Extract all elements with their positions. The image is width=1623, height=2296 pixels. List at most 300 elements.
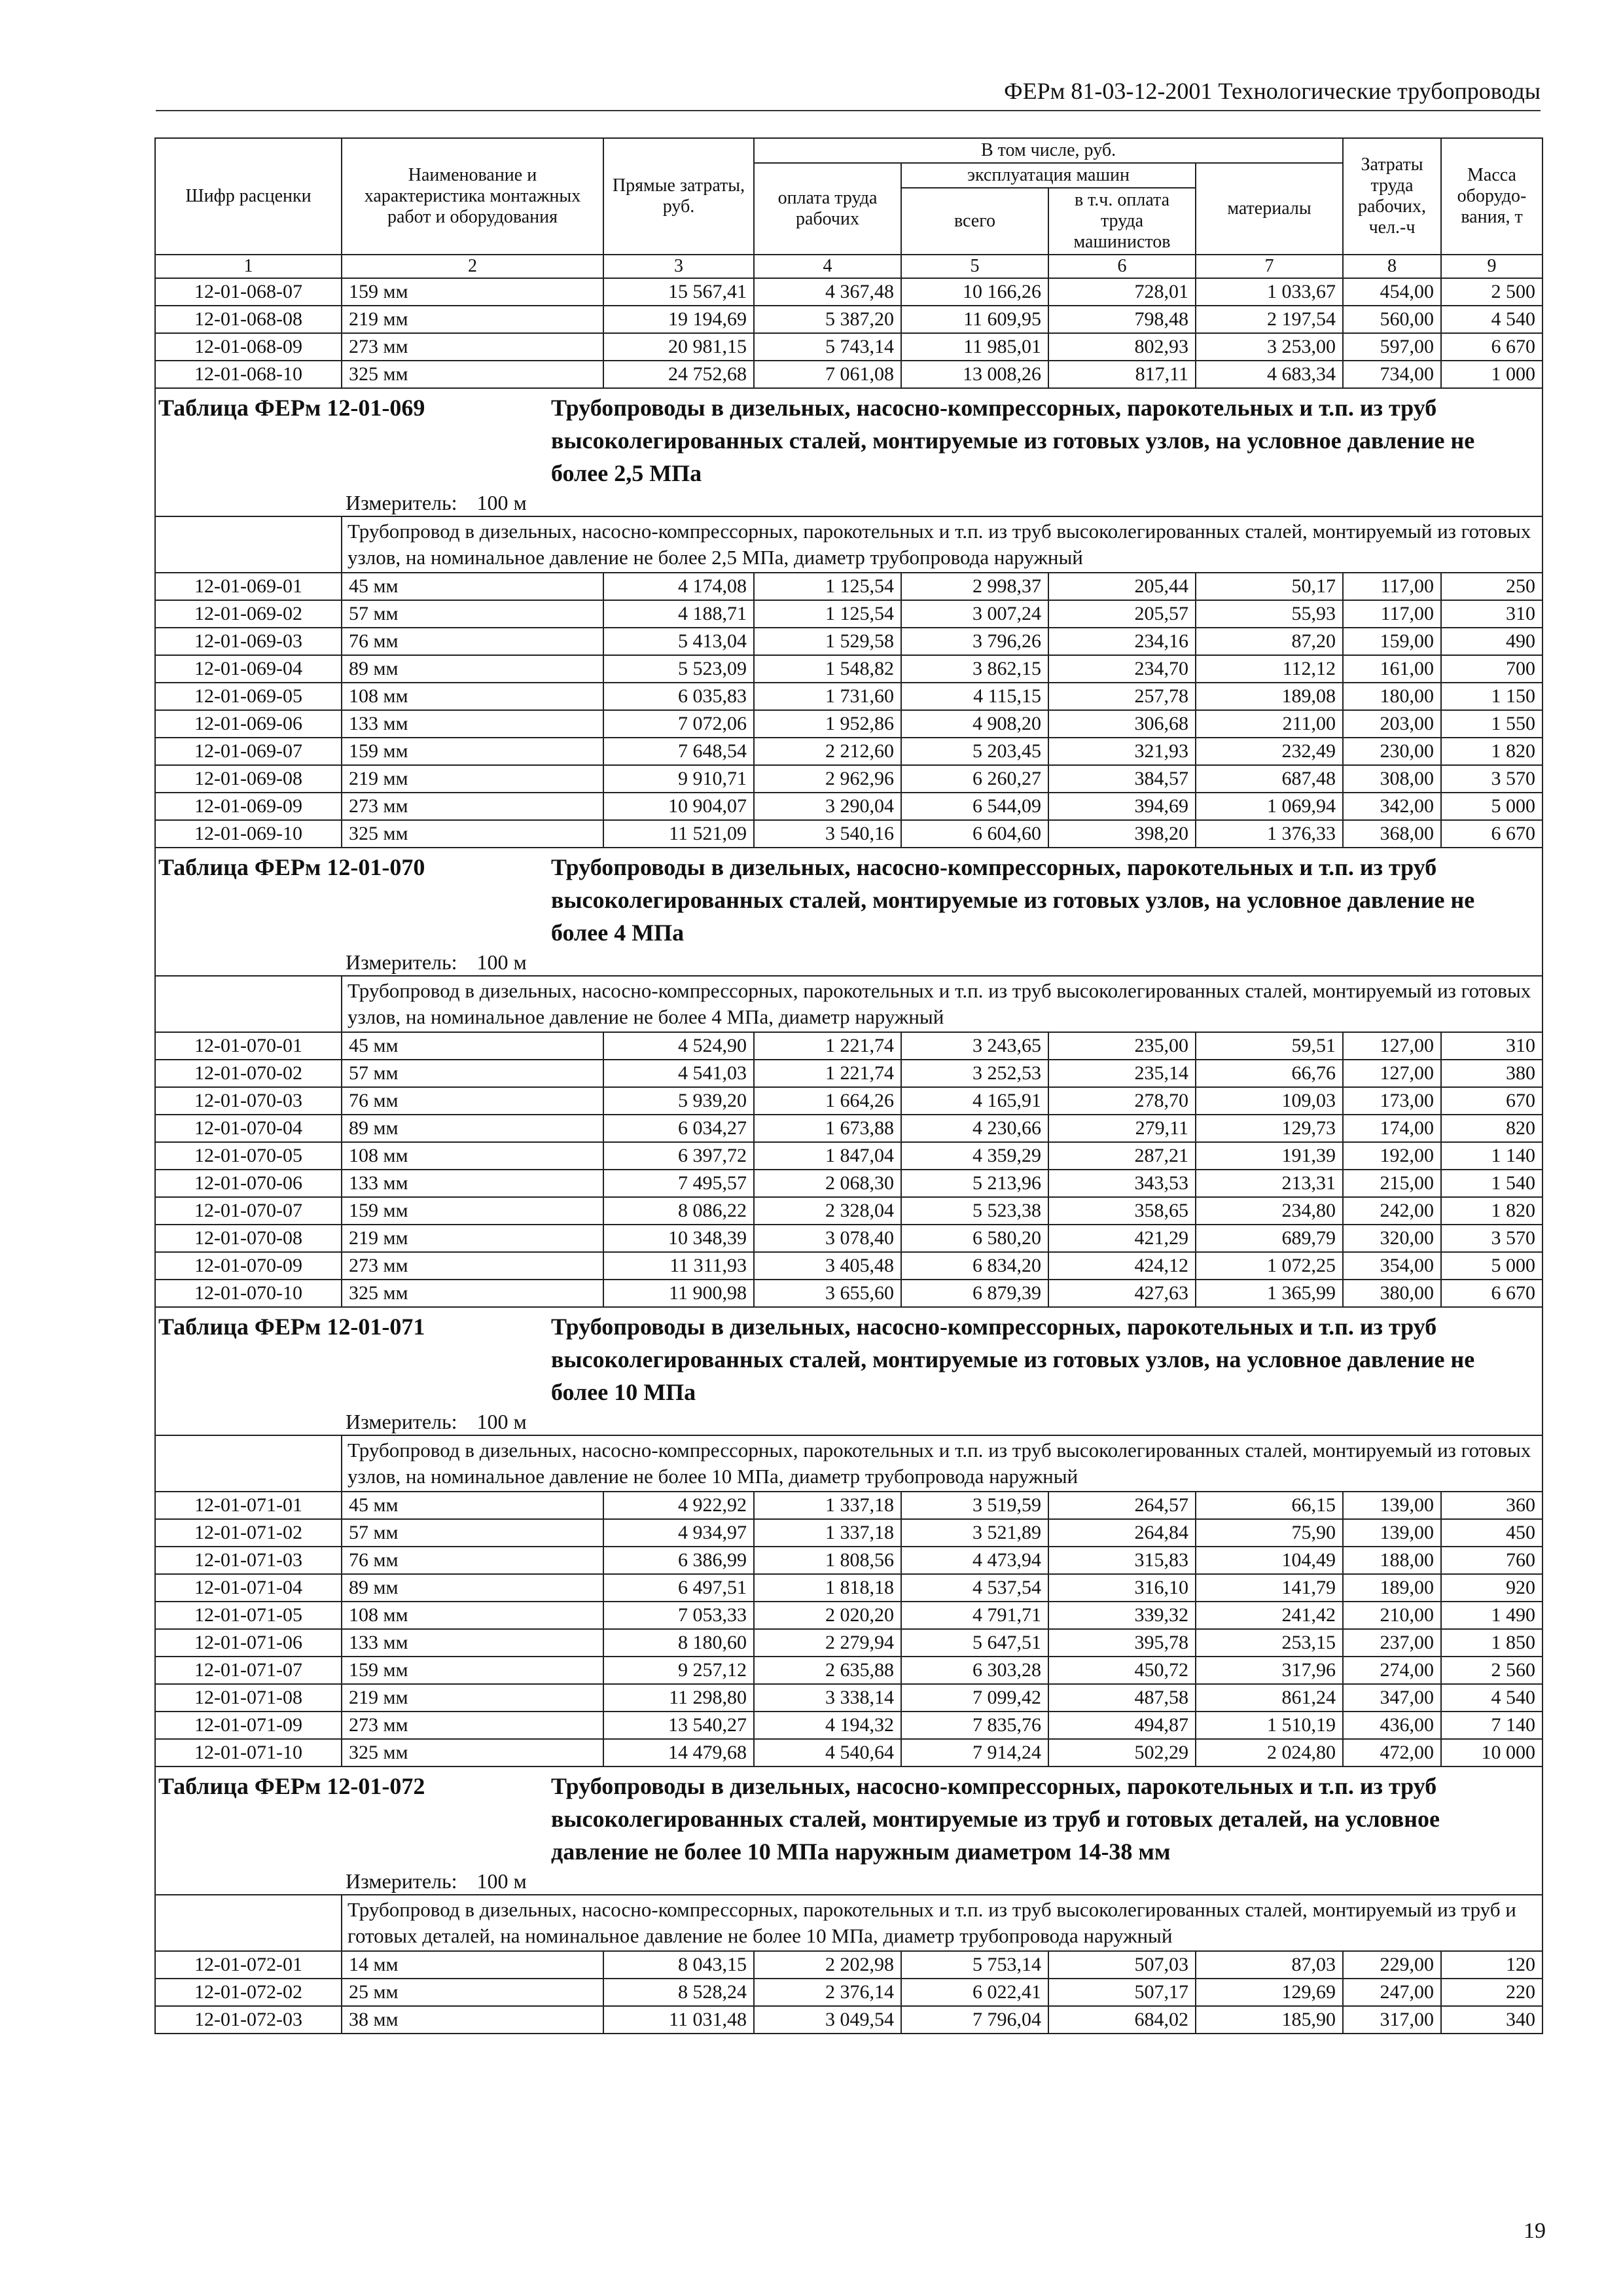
direct-cost-cell: 20 981,15 [603,333,754,361]
materials-cost-cell: 2 024,80 [1196,1739,1343,1767]
machines-total-cell: 3 007,24 [901,600,1048,628]
materials-cost-cell: 232,49 [1196,738,1343,765]
column-number: 8 [1343,255,1441,278]
direct-cost-cell: 11 298,80 [603,1684,754,1712]
labor-pay-cell: 1 529,58 [754,628,901,655]
machinists-pay-cell: 450,72 [1048,1657,1196,1684]
diameter-cell: 45 мм [342,1492,603,1519]
labor-pay-cell: 1 125,54 [754,600,901,628]
diameter-cell: 76 мм [342,1087,603,1115]
description-row [155,976,1543,1032]
work-description: Трубопровод в дизельных, насосно-компрессорных, парокотельных и т.п. из труб высоколегированных сталей, монтируемый из труб и готовых деталей, на номинальное давление не более 10 МПа, диаметр трубопровода наружный [342,1895,1543,1951]
rate-code-cell: 12-01-070-09 [155,1252,342,1280]
col-header-labor: Затраты труда рабочих, чел.-ч [1343,138,1441,255]
table-row [155,2006,1543,2034]
direct-cost-cell: 4 922,92 [603,1492,754,1519]
table-heading: Трубопроводы в дизельных, насосно-компрессорных, парокотельных и т.п. из труб высоколегированных сталей, монтируемые из готовых узлов, на условное давление не более 4 МПа [551,854,1475,946]
rate-code-cell: 12-01-072-02 [155,1979,342,2006]
table-row [155,1492,1543,1519]
description-row [155,1895,1543,1951]
measure-unit [156,490,1542,516]
rate-code-cell: 12-01-070-06 [155,1170,342,1197]
machines-total-cell: 11 609,95 [901,306,1048,333]
table-heading: Трубопроводы в дизельных, насосно-компрессорных, парокотельных и т.п. из труб высоколегированных сталей, монтируемые из готовых узлов, на условное давление не более 10 МПа [551,1314,1475,1405]
machinists-pay-cell: 321,93 [1048,738,1196,765]
column-number: 3 [603,255,754,278]
labor-pay-cell: 1 337,18 [754,1492,901,1519]
materials-cost-cell: 191,39 [1196,1142,1343,1170]
direct-cost-cell: 6 397,72 [603,1142,754,1170]
table-title [156,1308,1542,1408]
materials-cost-cell: 2 197,54 [1196,306,1343,333]
diameter-cell: 273 мм [342,793,603,820]
direct-cost-cell: 14 479,68 [603,1739,754,1767]
description-row [155,516,1543,573]
equipment-mass-cell: 6 670 [1441,820,1543,848]
table-row [155,361,1543,388]
machinists-pay-cell: 384,57 [1048,765,1196,793]
table-row [155,1684,1543,1712]
labor-pay-cell: 3 290,04 [754,793,901,820]
direct-cost-cell: 11 521,09 [603,820,754,848]
col-header-name: Наименование и характеристика монтажных работ и оборудования [342,138,603,255]
materials-cost-cell: 104,49 [1196,1547,1343,1574]
diameter-cell: 57 мм [342,1519,603,1547]
labor-pay-cell: 3 078,40 [754,1225,901,1252]
machines-total-cell: 7 099,42 [901,1684,1048,1712]
table-row [155,573,1543,600]
direct-cost-cell: 9 257,12 [603,1657,754,1684]
machinists-pay-cell: 235,00 [1048,1032,1196,1060]
materials-cost-cell: 129,69 [1196,1979,1343,2006]
description-spacer [155,1895,342,1951]
equipment-mass-cell: 6 670 [1441,1280,1543,1307]
direct-cost-cell: 15 567,41 [603,278,754,306]
equipment-mass-cell: 670 [1441,1087,1543,1115]
materials-cost-cell: 112,12 [1196,655,1343,683]
materials-cost-cell: 66,15 [1196,1492,1343,1519]
labor-hours-cell: 320,00 [1343,1225,1441,1252]
machines-total-cell: 4 359,29 [901,1142,1048,1170]
rate-code-cell: 12-01-070-07 [155,1197,342,1225]
rate-code-cell: 12-01-071-07 [155,1657,342,1684]
work-description: Трубопровод в дизельных, насосно-компрессорных, парокотельных и т.п. из труб высоколегированных сталей, монтируемый из готовых узлов, на номинальное давление не более 4 МПа, диаметр наружный [342,976,1543,1032]
direct-cost-cell: 10 348,39 [603,1225,754,1252]
rate-code-cell: 12-01-071-08 [155,1684,342,1712]
col-header-including: В том числе, руб. [754,138,1343,163]
labor-hours-cell: 203,00 [1343,710,1441,738]
materials-cost-cell: 317,96 [1196,1657,1343,1684]
direct-cost-cell: 10 904,07 [603,793,754,820]
col-header-direct: Прямые затраты, руб. [603,138,754,255]
labor-hours-cell: 354,00 [1343,1252,1441,1280]
machinists-pay-cell: 264,57 [1048,1492,1196,1519]
direct-cost-cell: 4 188,71 [603,600,754,628]
direct-cost-cell: 7 053,33 [603,1602,754,1629]
labor-pay-cell: 4 367,48 [754,278,901,306]
table-heading: Трубопроводы в дизельных, насосно-компрессорных, парокотельных и т.п. из труб высоколегированных сталей, монтируемые из готовых узлов, на условное давление не более 2,5 МПа [551,395,1475,486]
labor-pay-cell: 3 049,54 [754,2006,901,2034]
rate-code-cell: 12-01-070-03 [155,1087,342,1115]
machines-total-cell: 6 022,41 [901,1979,1048,2006]
diameter-cell: 273 мм [342,333,603,361]
machines-total-cell: 6 260,27 [901,765,1048,793]
labor-hours-cell: 342,00 [1343,793,1441,820]
labor-hours-cell: 117,00 [1343,600,1441,628]
direct-cost-cell: 8 180,60 [603,1629,754,1657]
table-title [156,389,1542,490]
table-row [155,1060,1543,1087]
machinists-pay-cell: 487,58 [1048,1684,1196,1712]
table-row [155,1087,1543,1115]
equipment-mass-cell: 310 [1441,600,1543,628]
col-header-code: Шифр расценки [155,138,342,255]
rate-code-cell: 12-01-071-06 [155,1629,342,1657]
labor-hours-cell: 215,00 [1343,1170,1441,1197]
diameter-cell: 325 мм [342,1739,603,1767]
machines-total-cell: 6 879,39 [901,1280,1048,1307]
diameter-cell: 325 мм [342,361,603,388]
table-label: Таблица ФЕРм 12-01-070 [158,854,425,880]
direct-cost-cell: 11 031,48 [603,2006,754,2034]
column-number: 1 [155,255,342,278]
materials-cost-cell: 141,79 [1196,1574,1343,1602]
labor-hours-cell: 597,00 [1343,333,1441,361]
equipment-mass-cell: 920 [1441,1574,1543,1602]
materials-cost-cell: 109,03 [1196,1087,1343,1115]
labor-pay-cell: 1 221,74 [754,1060,901,1087]
equipment-mass-cell: 10 000 [1441,1739,1543,1767]
column-number: 4 [754,255,901,278]
labor-pay-cell: 1 221,74 [754,1032,901,1060]
labor-pay-cell: 4 194,32 [754,1712,901,1739]
table-row [155,1602,1543,1629]
machinists-pay-cell: 427,63 [1048,1280,1196,1307]
labor-hours-cell: 274,00 [1343,1657,1441,1684]
equipment-mass-cell: 1 540 [1441,1170,1543,1197]
rate-code-cell: 12-01-072-03 [155,2006,342,2034]
direct-cost-cell: 8 086,22 [603,1197,754,1225]
materials-cost-cell: 689,79 [1196,1225,1343,1252]
column-number: 2 [342,255,603,278]
diameter-cell: 273 мм [342,1712,603,1739]
diameter-cell: 325 мм [342,820,603,848]
labor-hours-cell: 188,00 [1343,1547,1441,1574]
diameter-cell: 108 мм [342,683,603,710]
materials-cost-cell: 129,73 [1196,1115,1343,1142]
labor-hours-cell: 380,00 [1343,1280,1441,1307]
table-row [155,278,1543,306]
equipment-mass-cell: 3 570 [1441,1225,1543,1252]
work-description: Трубопровод в дизельных, насосно-компрессорных, парокотельных и т.п. из труб высоколегированных сталей, монтируемый из готовых узлов, на номинальное давление не более 2,5 МПа, диаметр трубопровода наружный [342,516,1543,573]
table-row [155,1225,1543,1252]
machines-total-cell: 5 753,14 [901,1951,1048,1979]
rate-code-cell: 12-01-071-03 [155,1547,342,1574]
machinists-pay-cell: 507,17 [1048,1979,1196,2006]
machinists-pay-cell: 684,02 [1048,2006,1196,2034]
machines-total-cell: 4 537,54 [901,1574,1048,1602]
labor-hours-cell: 180,00 [1343,683,1441,710]
rate-code-cell: 12-01-071-01 [155,1492,342,1519]
direct-cost-cell: 11 900,98 [603,1280,754,1307]
labor-hours-cell: 159,00 [1343,628,1441,655]
machines-total-cell: 5 647,51 [901,1629,1048,1657]
materials-cost-cell: 211,00 [1196,710,1343,738]
labor-pay-cell: 2 328,04 [754,1197,901,1225]
table-title-cell [155,388,1543,516]
labor-pay-cell: 4 540,64 [754,1739,901,1767]
machinists-pay-cell: 394,69 [1048,793,1196,820]
table-row [155,820,1543,848]
materials-cost-cell: 861,24 [1196,1684,1343,1712]
diameter-cell: 108 мм [342,1602,603,1629]
col-header-machinists-pay: в т.ч. оплата труда машинистов [1048,188,1196,255]
col-header-machines: эксплуатация машин [901,163,1196,188]
labor-hours-cell: 229,00 [1343,1951,1441,1979]
table-row [155,1170,1543,1197]
equipment-mass-cell: 380 [1441,1060,1543,1087]
table-body [155,278,1543,2034]
machines-total-cell: 5 213,96 [901,1170,1048,1197]
description-spacer [155,1435,342,1492]
labor-pay-cell: 1 818,18 [754,1574,901,1602]
labor-pay-cell: 1 847,04 [754,1142,901,1170]
machinists-pay-cell: 421,29 [1048,1225,1196,1252]
materials-cost-cell: 1 072,25 [1196,1252,1343,1280]
measure-unit [156,1868,1542,1894]
materials-cost-cell: 66,76 [1196,1060,1343,1087]
table-row [155,1657,1543,1684]
labor-hours-cell: 192,00 [1343,1142,1441,1170]
labor-pay-cell: 2 635,88 [754,1657,901,1684]
machinists-pay-cell: 264,84 [1048,1519,1196,1547]
equipment-mass-cell: 1 550 [1441,710,1543,738]
rate-code-cell: 12-01-069-05 [155,683,342,710]
materials-cost-cell: 75,90 [1196,1519,1343,1547]
equipment-mass-cell: 3 570 [1441,765,1543,793]
measure-label: Измеритель: [346,491,457,514]
labor-pay-cell: 1 731,60 [754,683,901,710]
table-title-cell [155,848,1543,976]
direct-cost-cell: 8 528,24 [603,1979,754,2006]
machines-total-cell: 7 835,76 [901,1712,1048,1739]
table-title-row [155,1767,1543,1895]
table-head [155,138,1543,278]
measure-unit [156,1408,1542,1435]
machinists-pay-cell: 278,70 [1048,1087,1196,1115]
table-row [155,1252,1543,1280]
machines-total-cell: 4 230,66 [901,1115,1048,1142]
direct-cost-cell: 4 524,90 [603,1032,754,1060]
table-row [155,333,1543,361]
materials-cost-cell: 1 510,19 [1196,1712,1343,1739]
labor-hours-cell: 210,00 [1343,1602,1441,1629]
labor-pay-cell: 2 376,14 [754,1979,901,2006]
labor-pay-cell: 5 743,14 [754,333,901,361]
col-header-machines-total: всего [901,188,1048,255]
machinists-pay-cell: 315,83 [1048,1547,1196,1574]
work-description: Трубопровод в дизельных, насосно-компрессорных, парокотельных и т.п. из труб высоколегированных сталей, монтируемый из готовых узлов, на номинальное давление не более 10 МПа, диаметр трубопровода наружный [342,1435,1543,1492]
labor-hours-cell: 189,00 [1343,1574,1441,1602]
rate-code-cell: 12-01-070-04 [155,1115,342,1142]
rate-code-cell: 12-01-070-08 [155,1225,342,1252]
table-row [155,1574,1543,1602]
machinists-pay-cell: 287,21 [1048,1142,1196,1170]
table-row [155,793,1543,820]
diameter-cell: 45 мм [342,1032,603,1060]
machines-total-cell: 4 908,20 [901,710,1048,738]
machinists-pay-cell: 316,10 [1048,1574,1196,1602]
machines-total-cell: 6 580,20 [901,1225,1048,1252]
equipment-mass-cell: 700 [1441,655,1543,683]
labor-pay-cell: 2 068,30 [754,1170,901,1197]
table-row [155,628,1543,655]
labor-hours-cell: 139,00 [1343,1492,1441,1519]
rate-code-cell: 12-01-069-03 [155,628,342,655]
equipment-mass-cell: 5 000 [1441,793,1543,820]
page-header [156,71,1541,111]
machines-total-cell: 13 008,26 [901,361,1048,388]
machines-total-cell: 3 862,15 [901,655,1048,683]
materials-cost-cell: 1 033,67 [1196,278,1343,306]
table-row [155,306,1543,333]
rate-code-cell: 12-01-070-02 [155,1060,342,1087]
materials-cost-cell: 3 253,00 [1196,333,1343,361]
direct-cost-cell: 11 311,93 [603,1252,754,1280]
diameter-cell: 219 мм [342,1684,603,1712]
labor-hours-cell: 734,00 [1343,361,1441,388]
rate-code-cell: 12-01-071-05 [155,1602,342,1629]
labor-hours-cell: 472,00 [1343,1739,1441,1767]
direct-cost-cell: 19 194,69 [603,306,754,333]
description-spacer [155,976,342,1032]
materials-cost-cell: 687,48 [1196,765,1343,793]
machines-total-cell: 6 303,28 [901,1657,1048,1684]
equipment-mass-cell: 1 150 [1441,683,1543,710]
direct-cost-cell: 9 910,71 [603,765,754,793]
labor-hours-cell: 308,00 [1343,765,1441,793]
labor-pay-cell: 1 673,88 [754,1115,901,1142]
table-row [155,683,1543,710]
diameter-cell: 76 мм [342,628,603,655]
machines-total-cell: 7 914,24 [901,1739,1048,1767]
equipment-mass-cell: 6 670 [1441,333,1543,361]
labor-pay-cell: 2 962,96 [754,765,901,793]
machines-total-cell: 5 203,45 [901,738,1048,765]
table-row [155,1197,1543,1225]
table-title-cell [155,1307,1543,1435]
materials-cost-cell: 1 069,94 [1196,793,1343,820]
machinists-pay-cell: 306,68 [1048,710,1196,738]
diameter-cell: 133 мм [342,1170,603,1197]
machinists-pay-cell: 494,87 [1048,1712,1196,1739]
labor-pay-cell: 2 212,60 [754,738,901,765]
table-row [155,738,1543,765]
machinists-pay-cell: 234,16 [1048,628,1196,655]
equipment-mass-cell: 1 000 [1441,361,1543,388]
column-number: 5 [901,255,1048,278]
machines-total-cell: 3 252,53 [901,1060,1048,1087]
labor-hours-cell: 127,00 [1343,1032,1441,1060]
rate-code-cell: 12-01-068-08 [155,306,342,333]
labor-hours-cell: 139,00 [1343,1519,1441,1547]
page-number: 19 [1524,2219,1546,2243]
rate-code-cell: 12-01-071-09 [155,1712,342,1739]
machinists-pay-cell: 398,20 [1048,820,1196,848]
machinists-pay-cell: 424,12 [1048,1252,1196,1280]
direct-cost-cell: 4 174,08 [603,573,754,600]
machinists-pay-cell: 205,44 [1048,573,1196,600]
equipment-mass-cell: 120 [1441,1951,1543,1979]
direct-cost-cell: 24 752,68 [603,361,754,388]
equipment-mass-cell: 250 [1441,573,1543,600]
direct-cost-cell: 7 495,57 [603,1170,754,1197]
direct-cost-cell: 6 497,51 [603,1574,754,1602]
table-row [155,1979,1543,2006]
machines-total-cell: 4 115,15 [901,683,1048,710]
labor-hours-cell: 317,00 [1343,2006,1441,2034]
direct-cost-cell: 5 523,09 [603,655,754,683]
materials-cost-cell: 55,93 [1196,600,1343,628]
machines-total-cell: 11 985,01 [901,333,1048,361]
table-row [155,1712,1543,1739]
table-row [155,1115,1543,1142]
direct-cost-cell: 6 034,27 [603,1115,754,1142]
labor-pay-cell: 2 020,20 [754,1602,901,1629]
machinists-pay-cell: 257,78 [1048,683,1196,710]
machines-total-cell: 6 604,60 [901,820,1048,848]
materials-cost-cell: 1 365,99 [1196,1280,1343,1307]
materials-cost-cell: 87,20 [1196,628,1343,655]
machines-total-cell: 4 473,94 [901,1547,1048,1574]
labor-hours-cell: 173,00 [1343,1087,1441,1115]
direct-cost-cell: 7 648,54 [603,738,754,765]
diameter-cell: 38 мм [342,2006,603,2034]
labor-pay-cell: 3 405,48 [754,1252,901,1280]
table-row [155,1142,1543,1170]
direct-cost-cell: 7 072,06 [603,710,754,738]
equipment-mass-cell: 1 490 [1441,1602,1543,1629]
rate-code-cell: 12-01-069-10 [155,820,342,848]
diameter-cell: 219 мм [342,306,603,333]
rate-code-cell: 12-01-069-07 [155,738,342,765]
machines-total-cell: 3 243,65 [901,1032,1048,1060]
direct-cost-cell: 8 043,15 [603,1951,754,1979]
diameter-cell: 159 мм [342,1657,603,1684]
equipment-mass-cell: 2 500 [1441,278,1543,306]
machinists-pay-cell: 234,70 [1048,655,1196,683]
diameter-cell: 108 мм [342,1142,603,1170]
col-header-mass: Масса оборудо-вания, т [1441,138,1543,255]
column-number: 6 [1048,255,1196,278]
machinists-pay-cell: 339,32 [1048,1602,1196,1629]
diameter-cell: 89 мм [342,1115,603,1142]
labor-pay-cell: 1 125,54 [754,573,901,600]
machines-total-cell: 7 796,04 [901,2006,1048,2034]
diameter-cell: 76 мм [342,1547,603,1574]
labor-hours-cell: 247,00 [1343,1979,1441,2006]
equipment-mass-cell: 2 560 [1441,1657,1543,1684]
labor-hours-cell: 436,00 [1343,1712,1441,1739]
rate-code-cell: 12-01-068-07 [155,278,342,306]
materials-cost-cell: 253,15 [1196,1629,1343,1657]
table-title [156,848,1542,949]
labor-pay-cell: 2 202,98 [754,1951,901,1979]
machines-total-cell: 10 166,26 [901,278,1048,306]
machines-total-cell: 3 519,59 [901,1492,1048,1519]
materials-cost-cell: 241,42 [1196,1602,1343,1629]
materials-cost-cell: 234,80 [1196,1197,1343,1225]
